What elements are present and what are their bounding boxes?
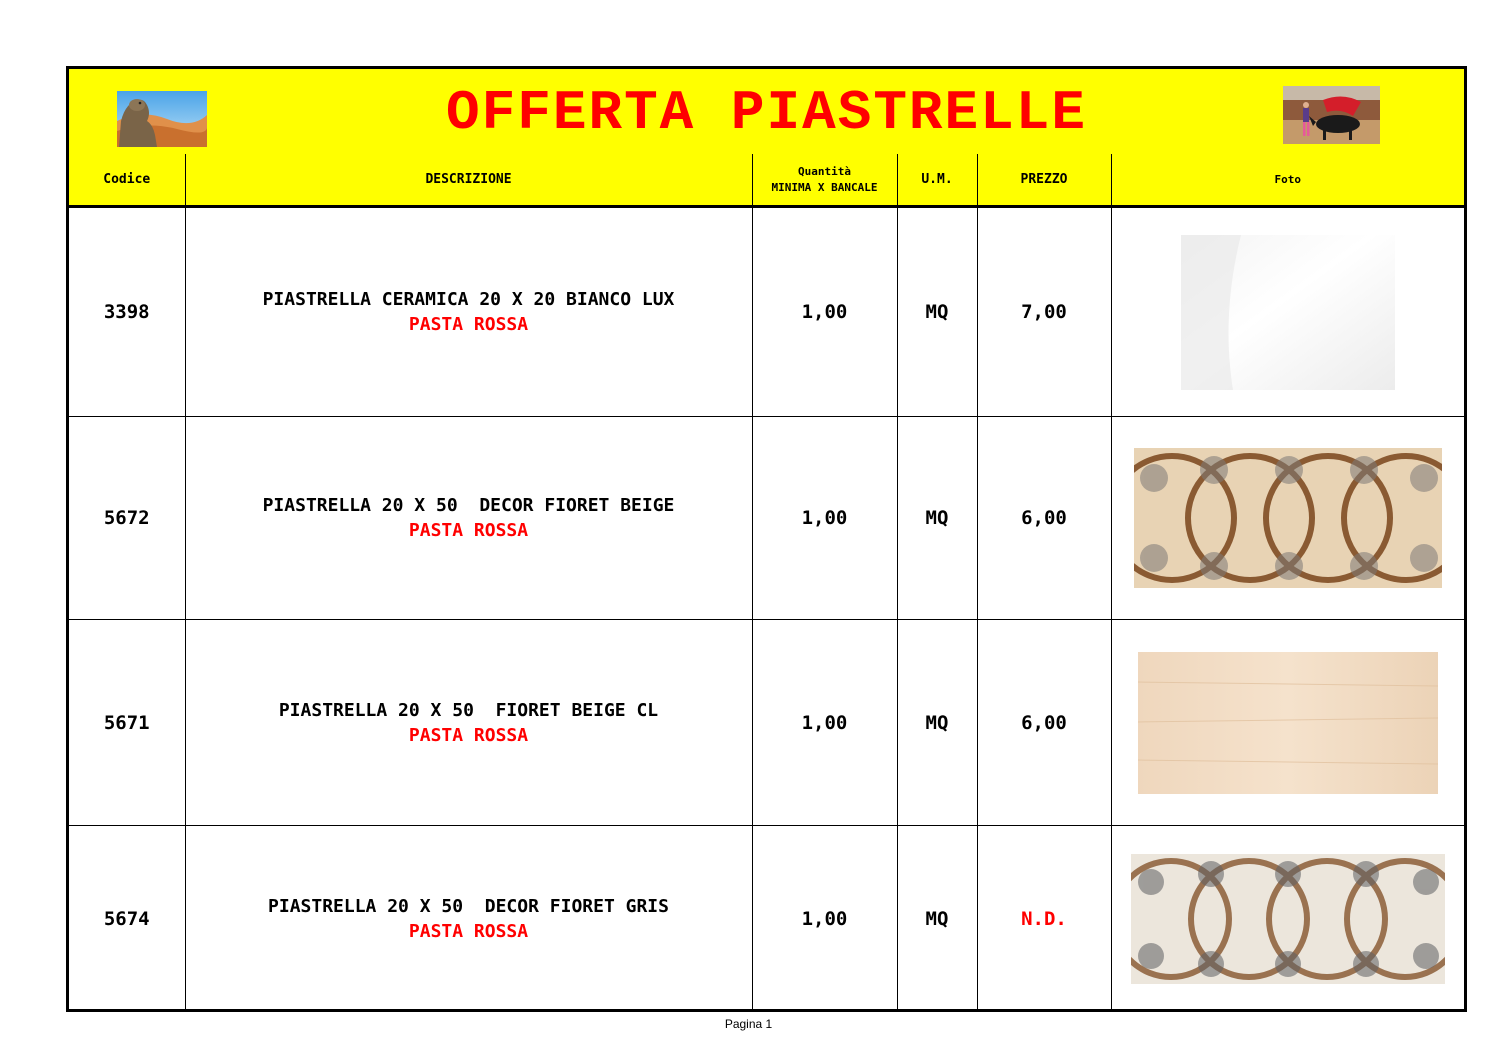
cell-codice: 3398 — [69, 207, 185, 417]
cell-quantita: 1,00 — [752, 620, 897, 826]
cell-codice: 5674 — [69, 826, 185, 1012]
col-codice: Codice — [69, 154, 185, 207]
col-foto: Foto — [1111, 154, 1464, 207]
table-row — [69, 620, 1464, 826]
cell-foto — [1111, 620, 1464, 826]
cell-um: MQ — [897, 207, 977, 417]
price-sheet — [66, 66, 1467, 1012]
bullfighter-image — [1283, 86, 1380, 144]
descrizione-text: PIASTRELLA CERAMICA 20 X 20 BIANCO LUX — [262, 289, 675, 310]
table-row — [69, 826, 1464, 1012]
cell-quantita: 1,00 — [752, 826, 897, 1012]
white-tile-image — [1181, 235, 1395, 390]
cell-prezzo: 6,00 — [977, 417, 1111, 620]
descrizione-text: PIASTRELLA 20 X 50 FIORET BEIGE CL — [278, 699, 659, 721]
col-quantita-line2: MINIMA X BANCALE — [771, 180, 878, 194]
cell-foto — [1111, 417, 1464, 620]
col-um: U.M. — [897, 154, 977, 207]
pasta-label: PASTA ROSSA — [408, 920, 529, 942]
table-header-row — [69, 154, 1464, 207]
cell-prezzo: 6,00 — [977, 620, 1111, 826]
cell-prezzo: 7,00 — [977, 207, 1111, 417]
cell-descrizione — [185, 620, 752, 826]
descrizione-text: PIASTRELLA 20 X 50 DECOR FIORET GRIS — [268, 895, 669, 917]
cell-codice: 5671 — [69, 620, 185, 826]
cell-foto — [1111, 826, 1464, 1012]
cell-prezzo: N.D. — [977, 826, 1111, 1012]
col-prezzo: PREZZO — [977, 154, 1111, 207]
cell-quantita: 1,00 — [752, 417, 897, 620]
cell-descrizione — [185, 417, 752, 620]
cell-um: MQ — [897, 826, 977, 1012]
pasta-label: PASTA ROSSA — [408, 314, 529, 335]
title-bar — [69, 69, 1464, 156]
table-row — [69, 417, 1464, 620]
cell-descrizione — [185, 826, 752, 1012]
col-quantita-line1: Quantità — [798, 164, 851, 178]
beige-wood-tile-image — [1138, 652, 1438, 794]
cell-um: MQ — [897, 417, 977, 620]
table-row — [69, 207, 1464, 417]
col-descrizione: DESCRIZIONE — [185, 154, 752, 207]
page-number: Pagina 1 — [724, 1017, 773, 1031]
cell-um: MQ — [897, 620, 977, 826]
gris-decor-tile-image — [1131, 854, 1445, 984]
cell-descrizione — [185, 207, 752, 417]
cell-foto — [1111, 207, 1464, 417]
pasta-label: PASTA ROSSA — [408, 724, 529, 746]
descrizione-text: PIASTRELLA 20 X 50 DECOR FIORET BEIGE — [262, 495, 675, 516]
beige-decor-tile-image — [1134, 448, 1442, 588]
pasta-label: PASTA ROSSA — [408, 520, 529, 541]
products-table — [69, 154, 1464, 1012]
cell-quantita: 1,00 — [752, 207, 897, 417]
col-quantita — [752, 154, 897, 207]
cell-codice: 5672 — [69, 417, 185, 620]
page-title: OFFERTA PIASTRELLE — [446, 81, 1087, 145]
